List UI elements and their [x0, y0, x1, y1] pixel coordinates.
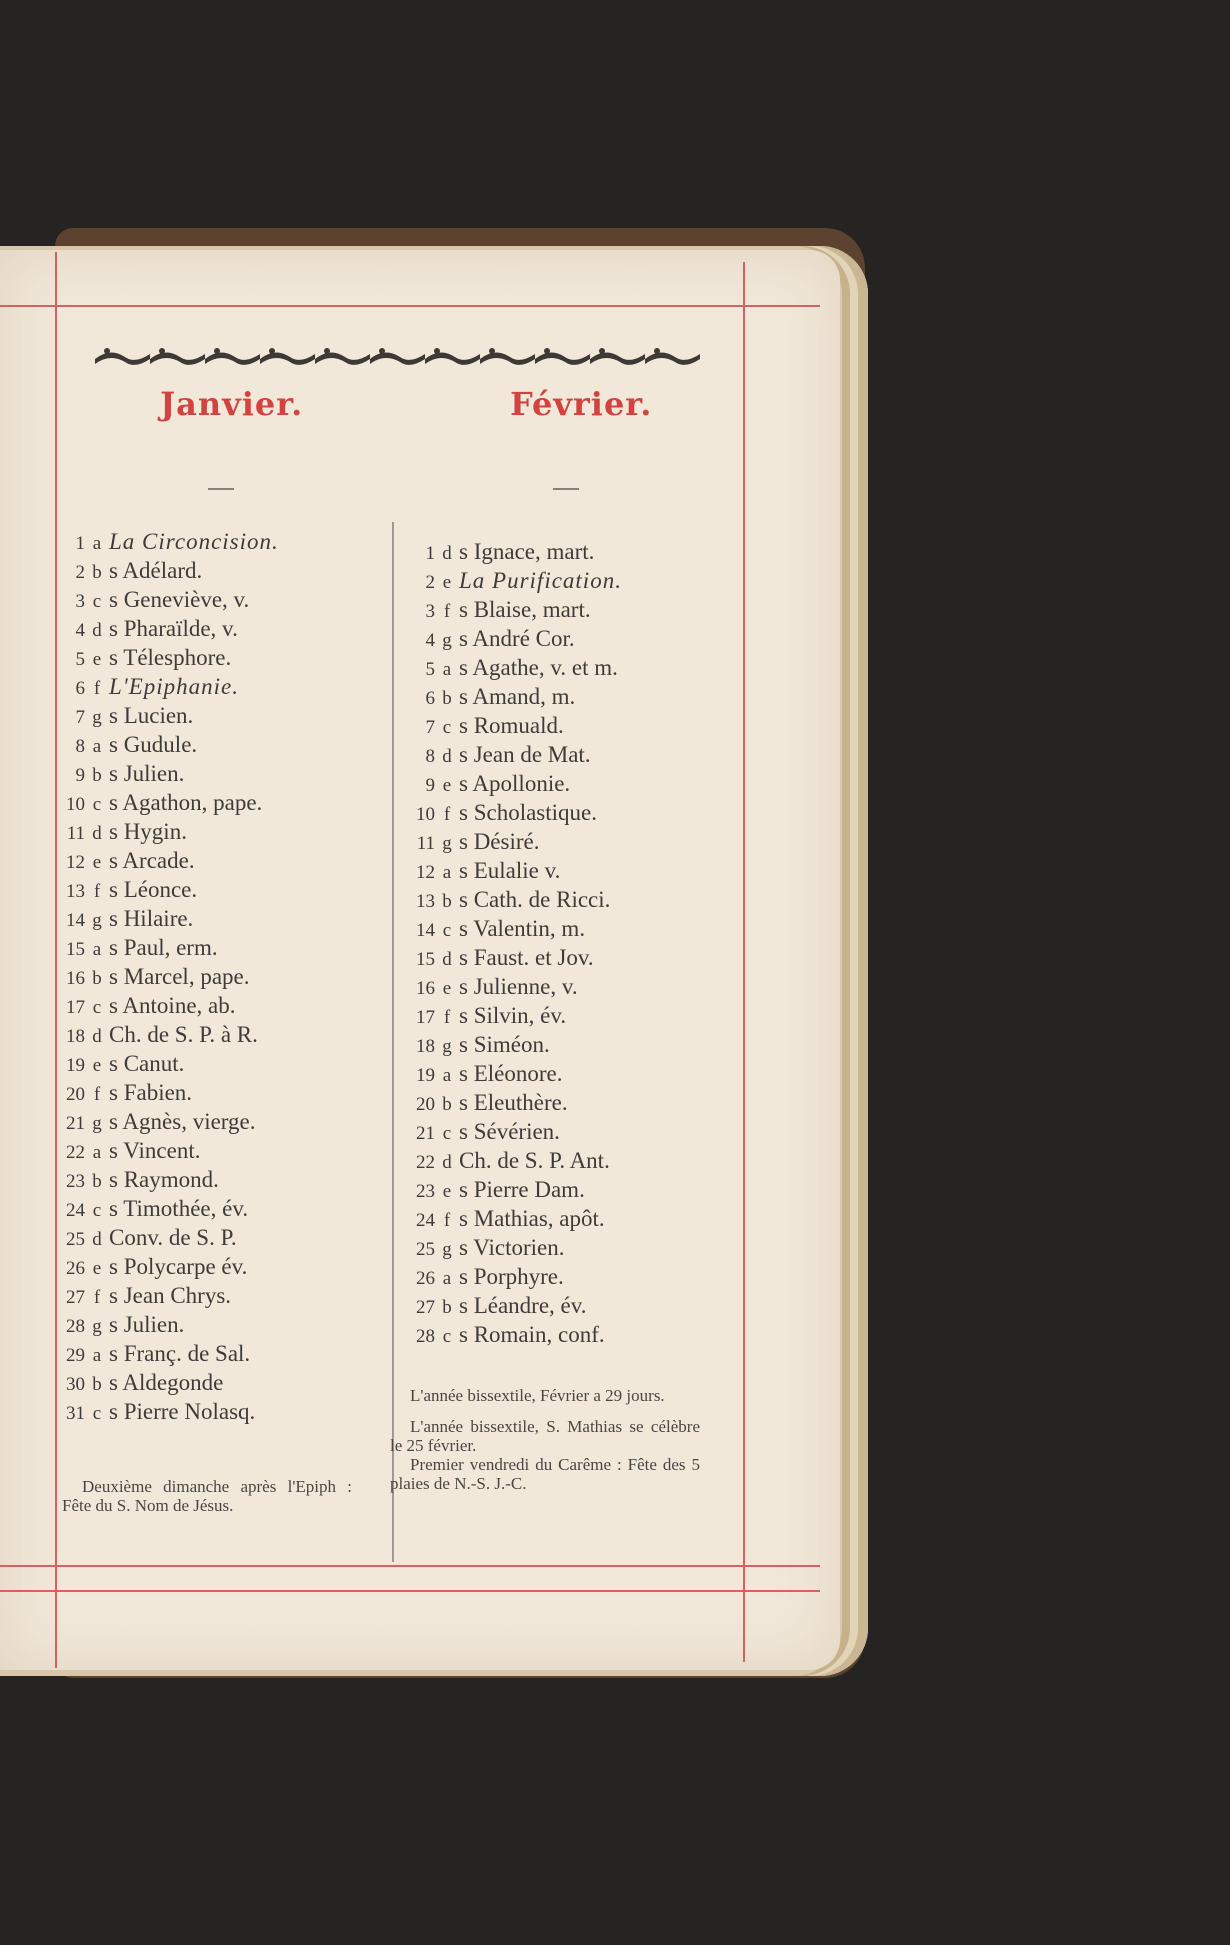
saint-name: s Faust. et Jov. [459, 945, 594, 970]
saint-name: s Eleuthère. [459, 1090, 568, 1115]
saint-name: s Aldegonde [109, 1370, 224, 1395]
calendar-entry [395, 769, 622, 798]
dominical-letter: f [93, 678, 101, 699]
saint-name: s Blaise, mart. [459, 597, 591, 622]
saint-name: s Canut. [109, 1051, 185, 1076]
day-number: 23 [66, 1171, 85, 1192]
saint-name: s Julien. [109, 1312, 185, 1337]
bottom-margin-rule [0, 1565, 820, 1567]
calendar-entry [45, 1165, 279, 1194]
saint-name: s Marcel, pape. [109, 964, 250, 989]
floral-ornament-border [95, 342, 700, 372]
top-margin-rule [0, 305, 820, 307]
calendar-entry [45, 817, 279, 846]
dominical-letter: c [92, 1200, 102, 1221]
calendar-entry [45, 962, 279, 991]
saint-name: s Eulalie v. [459, 858, 561, 883]
dominical-letter: f [443, 1210, 451, 1231]
day-number: 24 [416, 1210, 435, 1231]
calendar-entry [395, 827, 622, 856]
dominical-letter: b [442, 1297, 452, 1318]
saint-name: s Gudule. [109, 732, 198, 757]
day-number: 12 [416, 862, 435, 883]
dominical-letter: e [92, 649, 102, 670]
dominical-letter: b [92, 968, 102, 989]
calendar-entry [45, 1339, 279, 1368]
calendar-entry [395, 972, 622, 1001]
january-dash [208, 488, 234, 490]
calendar-entry [45, 933, 279, 962]
day-number: 21 [66, 1113, 85, 1134]
saint-name: s Mathias, apôt. [459, 1206, 605, 1231]
calendar-entry [395, 1117, 622, 1146]
calendar-entry [395, 1320, 622, 1349]
saint-name: s Sévérien. [459, 1119, 560, 1144]
calendar-entry [45, 614, 279, 643]
dominical-letter: d [442, 1152, 452, 1173]
dominical-letter: a [442, 1065, 452, 1086]
calendar-entry [395, 1001, 622, 1030]
day-number: 1 [425, 543, 435, 564]
dominical-letter: b [92, 1171, 102, 1192]
february-note-2: L'année bissextile, S. Mathias se célèbre le 25 février. [390, 1417, 700, 1455]
day-number: 26 [66, 1258, 85, 1279]
dominical-letter: a [92, 736, 102, 757]
calendar-entry [45, 1252, 279, 1281]
dominical-letter: e [442, 978, 452, 999]
calendar-entry [45, 1107, 279, 1136]
dominical-letter: f [443, 804, 451, 825]
dominical-letter: c [442, 1123, 452, 1144]
saint-name: La Purification. [459, 568, 622, 593]
saint-name: s Geneviève, v. [109, 587, 250, 612]
calendar-entry [45, 672, 279, 701]
saint-name: s Hygin. [109, 819, 187, 844]
calendar-entry [395, 595, 622, 624]
calendar-entry [395, 1262, 622, 1291]
calendar-entry [395, 943, 622, 972]
calendar-entry [45, 904, 279, 933]
dominical-letter: g [92, 1316, 102, 1337]
calendar-entry [45, 991, 279, 1020]
saint-name: s Romuald. [459, 713, 564, 738]
saint-name: s Ignace, mart. [459, 539, 595, 564]
calendar-entry [45, 1281, 279, 1310]
dominical-letter: f [93, 881, 101, 902]
dominical-letter: g [92, 910, 102, 931]
calendar-entry [395, 566, 622, 595]
calendar-entry [45, 1136, 279, 1165]
day-number: 31 [66, 1403, 85, 1424]
dominical-letter: g [442, 630, 452, 651]
calendar-entry [395, 682, 622, 711]
calendar-entry [395, 653, 622, 682]
day-number: 16 [416, 978, 435, 999]
saint-name: s André Cor. [459, 626, 575, 651]
dominical-letter: c [442, 920, 452, 941]
calendar-entry [45, 875, 279, 904]
day-number: 10 [66, 794, 85, 815]
saint-name: s Léandre, év. [459, 1293, 587, 1318]
dominical-letter: f [93, 1287, 101, 1308]
saint-name: s Jean Chrys. [109, 1283, 232, 1308]
saint-name: Ch. de S. P. à R. [109, 1022, 258, 1047]
dominical-letter: a [442, 1268, 452, 1289]
day-number: 6 [75, 678, 85, 699]
saint-name: s Agnès, vierge. [109, 1109, 256, 1134]
saint-name: s Fabien. [109, 1080, 193, 1105]
day-number: 28 [66, 1316, 85, 1337]
saint-name: s Porphyre. [459, 1264, 564, 1289]
dominical-letter: g [92, 1113, 102, 1134]
january-note [62, 1477, 352, 1527]
day-number: 16 [66, 968, 85, 989]
calendar-entry [395, 1233, 622, 1262]
saint-name: s Hilaire. [109, 906, 194, 931]
day-number: 9 [425, 775, 435, 796]
day-number: 3 [75, 591, 85, 612]
dominical-letter: f [443, 1007, 451, 1028]
dominical-letter: d [442, 543, 452, 564]
dominical-letter: a [92, 1142, 102, 1163]
calendar-entry [45, 643, 279, 672]
saint-name: s Agathon, pape. [109, 790, 263, 815]
day-number: 11 [66, 823, 85, 844]
calendar-entry [395, 624, 622, 653]
day-number: 14 [416, 920, 435, 941]
saint-name: s Paul, erm. [109, 935, 218, 960]
saint-name: La Circoncision. [109, 529, 279, 554]
day-number: 27 [66, 1287, 85, 1308]
february-note-3: Premier vendredi du Carême : Fête des 5 plaies de N.-S. J.-C. [390, 1455, 700, 1493]
day-number: 17 [416, 1007, 435, 1028]
saint-name: s Valentin, m. [459, 916, 586, 941]
dominical-letter: c [442, 717, 452, 738]
january-heading: Janvier. [160, 385, 304, 423]
saint-name: s Amand, m. [459, 684, 576, 709]
dominical-letter: d [442, 746, 452, 767]
dominical-letter: e [442, 775, 452, 796]
dominical-letter: a [92, 533, 102, 554]
saint-name: s Pharaïlde, v. [109, 616, 238, 641]
dominical-letter: b [92, 765, 102, 786]
calendar-entry [45, 1194, 279, 1223]
dominical-letter: b [442, 891, 452, 912]
saint-name: s Adélard. [109, 558, 203, 583]
saint-name: s Léonce. [109, 877, 198, 902]
day-number: 8 [75, 736, 85, 757]
bottom-margin-rule-inner [0, 1590, 820, 1592]
saint-name: s Victorien. [459, 1235, 565, 1260]
day-number: 13 [66, 881, 85, 902]
day-number: 9 [75, 765, 85, 786]
saint-name: s Agathe, v. et m. [459, 655, 618, 680]
dominical-letter: b [442, 1094, 452, 1115]
dominical-letter: b [442, 688, 452, 709]
day-number: 25 [66, 1229, 85, 1250]
dominical-letter: d [92, 823, 102, 844]
february-dash [553, 488, 579, 490]
dominical-letter: f [93, 1084, 101, 1105]
saint-name: Conv. de S. P. [109, 1225, 237, 1250]
dominical-letter: g [442, 1239, 452, 1260]
day-number: 26 [416, 1268, 435, 1289]
calendar-entry [395, 1088, 622, 1117]
calendar-entry [45, 846, 279, 875]
day-number: 27 [416, 1297, 435, 1318]
day-number: 15 [66, 939, 85, 960]
saint-name: s Franç. de Sal. [109, 1341, 251, 1366]
calendar-entry [395, 537, 622, 566]
dominical-letter: g [92, 707, 102, 728]
saint-name: s Antoine, ab. [109, 993, 236, 1018]
calendar-entry [395, 1030, 622, 1059]
day-number: 17 [66, 997, 85, 1018]
calendar-entry [45, 1368, 279, 1397]
february-heading: Février. [510, 385, 653, 423]
dominical-letter: d [442, 949, 452, 970]
calendar-entry [395, 914, 622, 943]
saint-name: s Siméon. [459, 1032, 550, 1057]
day-number: 19 [416, 1065, 435, 1086]
day-number: 23 [416, 1181, 435, 1202]
dominical-letter: g [442, 833, 452, 854]
day-number: 20 [66, 1084, 85, 1105]
calendar-entry [395, 1291, 622, 1320]
february-notes [390, 1386, 700, 1505]
day-number: 1 [75, 533, 85, 554]
saint-name: Ch. de S. P. Ant. [459, 1148, 610, 1173]
calendar-entry [45, 1049, 279, 1078]
calendar-entry [45, 1020, 279, 1049]
dominical-letter: c [92, 591, 102, 612]
dominical-letter: c [92, 794, 102, 815]
calendar-entry [45, 556, 279, 585]
saint-name: s Raymond. [109, 1167, 219, 1192]
saint-name: s Scholastique. [459, 800, 597, 825]
dominical-letter: a [92, 939, 102, 960]
saint-name: s Vincent. [109, 1138, 201, 1163]
saint-name: s Pierre Dam. [459, 1177, 585, 1202]
day-number: 19 [66, 1055, 85, 1076]
day-number: 6 [425, 688, 435, 709]
calendar-entry [45, 527, 279, 556]
dominical-letter: b [92, 1374, 102, 1395]
saint-name: s Silvin, év. [459, 1003, 567, 1028]
day-number: 30 [66, 1374, 85, 1395]
calendar-entry [395, 711, 622, 740]
dominical-letter: e [442, 572, 452, 593]
saint-name: s Désiré. [459, 829, 540, 854]
saint-name: s Pierre Nolasq. [109, 1399, 256, 1424]
day-number: 28 [416, 1326, 435, 1347]
january-list [45, 527, 279, 1426]
day-number: 24 [66, 1200, 85, 1221]
dominical-letter: d [92, 620, 102, 641]
day-number: 7 [75, 707, 85, 728]
day-number: 21 [416, 1123, 435, 1144]
dominical-letter: a [92, 1345, 102, 1366]
calendar-entry [45, 1397, 279, 1426]
saint-name: s Arcade. [109, 848, 195, 873]
day-number: 10 [416, 804, 435, 825]
day-number: 18 [66, 1026, 85, 1047]
day-number: 22 [66, 1142, 85, 1163]
day-number: 7 [425, 717, 435, 738]
saint-name: s Apollonie. [459, 771, 571, 796]
dominical-letter: e [92, 1055, 102, 1076]
dominical-letter: d [92, 1229, 102, 1250]
day-number: 2 [75, 562, 85, 583]
february-list [395, 537, 622, 1349]
day-number: 29 [66, 1345, 85, 1366]
dominical-letter: g [442, 1036, 452, 1057]
calendar-entry [45, 1223, 279, 1252]
dominical-letter: e [92, 1258, 102, 1279]
saint-name: L'Epiphanie. [109, 674, 239, 699]
dominical-letter: c [92, 997, 102, 1018]
calendar-entry [45, 759, 279, 788]
saint-name: s Lucien. [109, 703, 194, 728]
january-note-text: Deuxième dimanche après l'Epiph : Fête du S. Nom de Jésus. [62, 1477, 352, 1515]
calendar-entry [395, 798, 622, 827]
saint-name: s Julienne, v. [459, 974, 578, 999]
calendar-entry [45, 701, 279, 730]
right-margin-rule [743, 262, 745, 1662]
saint-name: s Timothée, év. [109, 1196, 249, 1221]
calendar-entry [45, 1078, 279, 1107]
dominical-letter: e [92, 852, 102, 873]
day-number: 11 [416, 833, 435, 854]
saint-name: s Cath. de Ricci. [459, 887, 611, 912]
dominical-letter: c [92, 1403, 102, 1424]
calendar-entry [45, 1310, 279, 1339]
day-number: 25 [416, 1239, 435, 1260]
calendar-entry [395, 740, 622, 769]
dominical-letter: e [442, 1181, 452, 1202]
dominical-letter: c [442, 1326, 452, 1347]
day-number: 12 [66, 852, 85, 873]
saint-name: s Eléonore. [459, 1061, 563, 1086]
dominical-letter: a [442, 659, 452, 680]
february-note-1: L'année bissextile, Février a 29 jours. [410, 1386, 665, 1405]
day-number: 3 [425, 601, 435, 622]
day-number: 13 [416, 891, 435, 912]
day-number: 22 [416, 1152, 435, 1173]
calendar-entry [395, 1175, 622, 1204]
saint-name: s Julien. [109, 761, 185, 786]
day-number: 2 [425, 572, 435, 593]
calendar-entry [395, 1146, 622, 1175]
calendar-entry [395, 1204, 622, 1233]
calendar-entry [45, 730, 279, 759]
day-number: 4 [75, 620, 85, 641]
saint-name: s Télesphore. [109, 645, 232, 670]
dominical-letter: b [92, 562, 102, 583]
day-number: 4 [425, 630, 435, 651]
day-number: 18 [416, 1036, 435, 1057]
calendar-entry [395, 885, 622, 914]
day-number: 20 [416, 1094, 435, 1115]
dominical-letter: f [443, 601, 451, 622]
saint-name: s Jean de Mat. [459, 742, 591, 767]
day-number: 14 [66, 910, 85, 931]
calendar-entry [395, 856, 622, 885]
day-number: 5 [425, 659, 435, 680]
calendar-entry [45, 585, 279, 614]
dominical-letter: d [92, 1026, 102, 1047]
calendar-entry [45, 788, 279, 817]
day-number: 8 [425, 746, 435, 767]
calendar-entry [395, 1059, 622, 1088]
day-number: 5 [75, 649, 85, 670]
saint-name: s Polycarpe év. [109, 1254, 248, 1279]
day-number: 15 [416, 949, 435, 970]
saint-name: s Romain, conf. [459, 1322, 605, 1347]
dominical-letter: a [442, 862, 452, 883]
